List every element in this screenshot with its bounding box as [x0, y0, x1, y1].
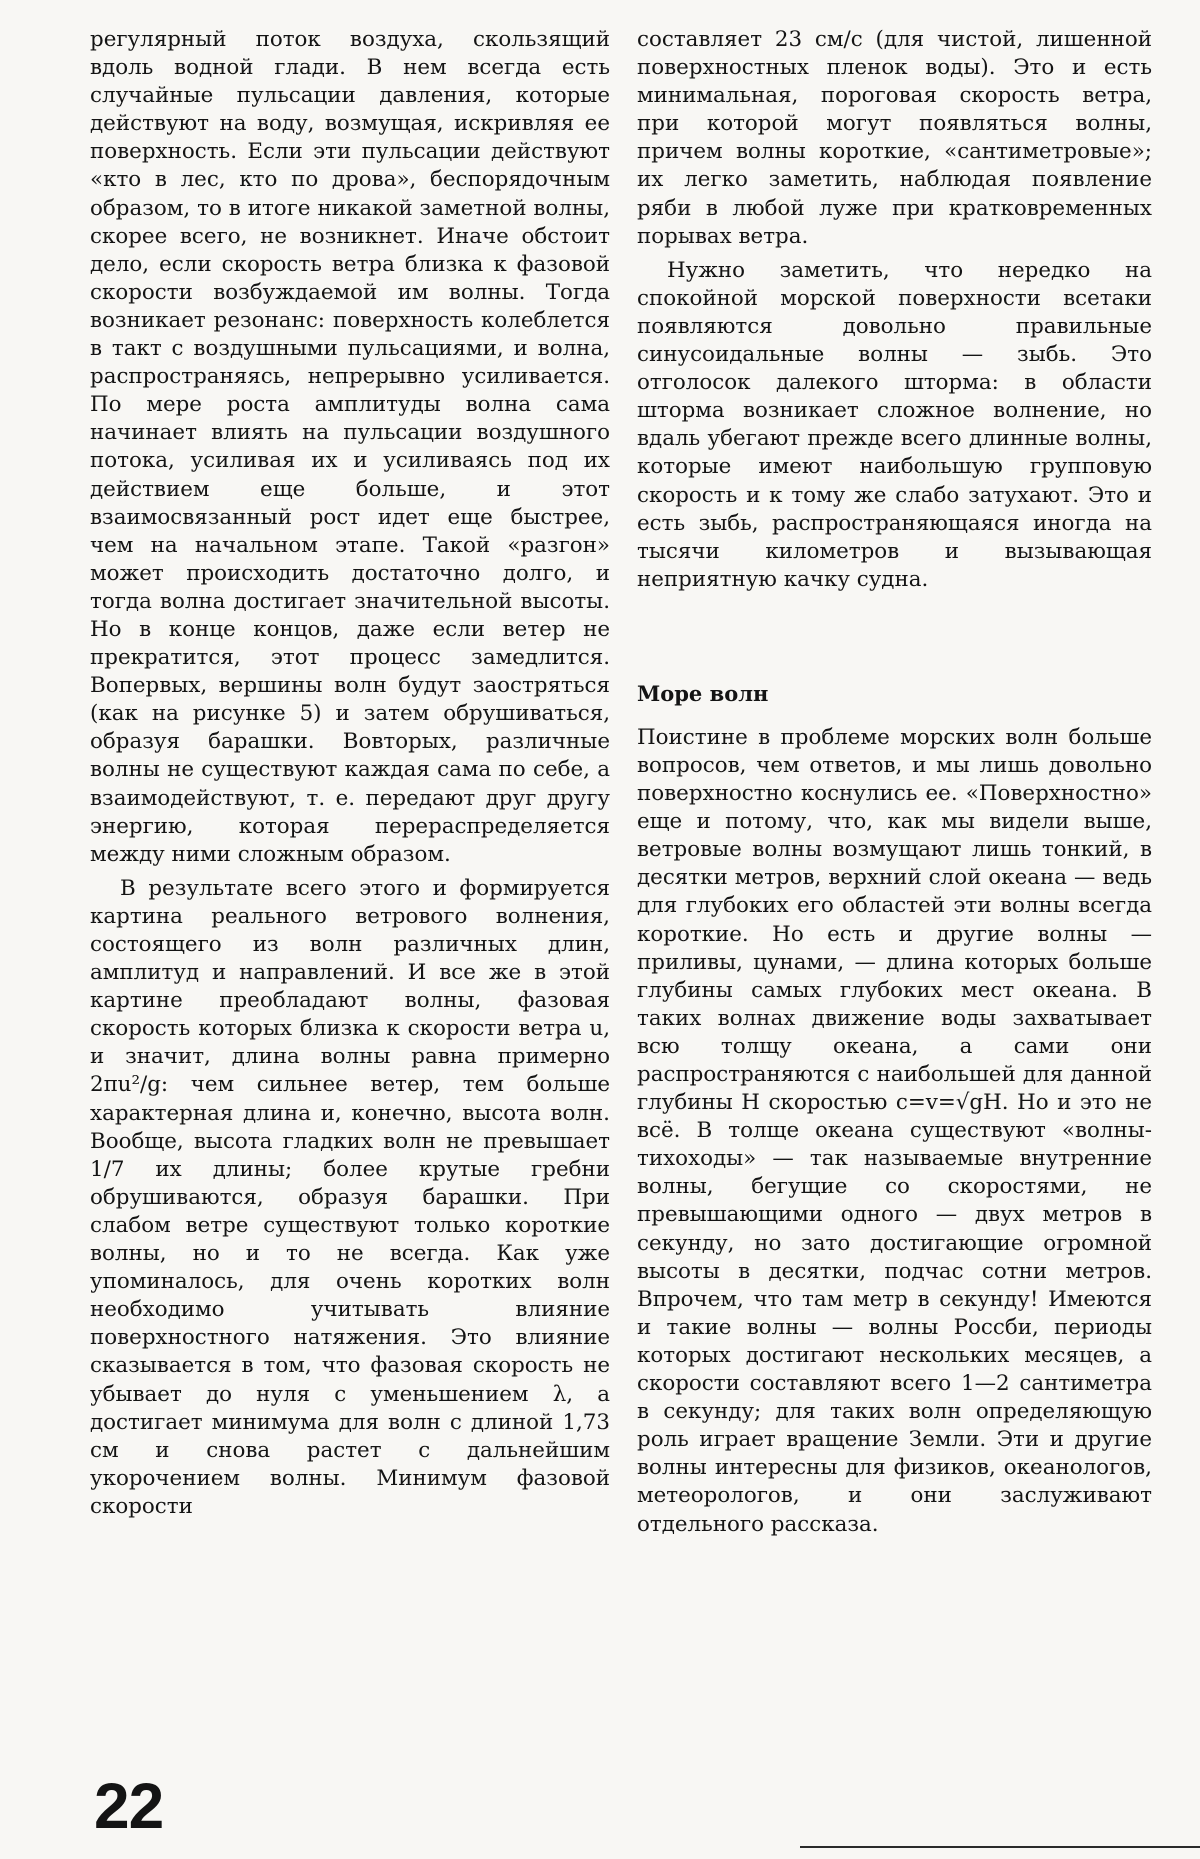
paragraph: Поистине в проблеме морских волн больше вопросов, чем ответов, и мы лишь довольно поверхностно коснулись ее. «Поверхностно» еще и потому, что, как мы видели выше, ветровые волны возмущают лишь тонкий, в десятки метров, верхний слой океана — ведь для глубоких его областей эти волны всегда короткие. Но есть и другие волны — приливы, цунами, — длина которых больше глубины самых глубоких мест океана. В таких волнах движение воды захватывает всю толщу океана, а сами они распространяются с наибольшей для данной глубины H скоростью c=v=√gH. Но и это не всё. В толще океана существуют «волны-тихоходы» — так называемые внутренние волны, бегущие со скоростями, не превышающими одного — двух метров в секунду, но зато достигающие огромной высоты в десятки, подчас сотни метров. Впрочем, что там метр в секунду! Имеются и такие волны — волны Россби, периоды которых достигают нескольких месяцев, а скорости составляют всего 1—2 сантиметра в секунду; для таких волн определяющую роль играет вращение Земли. Эти и другие волны интересны для физиков, океанологов, метеорологов, и они заслуживают отдельного рассказа. — [637, 724, 1152, 1537]
paragraph: составляет 23 см/с (для чистой, лишенной поверхностных пленок воды). Это и есть минимальная, пороговая скорость ветра, при которой могут появляться волны, причем волны короткие, «сантиметровые»; их легко заметить, наблюдая появление ряби в любой луже при кратковременных порывах ветра. — [637, 27, 1152, 249]
page-number: 22 — [94, 1770, 164, 1842]
left-column — [90, 26, 610, 1521]
right-column — [637, 26, 1152, 1539]
section-heading: Море волн — [637, 680, 769, 706]
paragraph: регулярный поток воздуха, скользящий вдоль водной глади. В нем всегда есть случайные пульсации давления, которые действуют на воду, возмущая, искривляя ее поверхность. Если эти пульсации действуют «кто в лес, кто по дрова», беспорядочным образом, то в итоге никакой заметной волны, скорее всего, не возникнет. Иначе обстоит дело, если скорость ветра близка к фазовой скорости возбуждаемой им волны. Тогда возникает резонанс: поверхность колеблется в такт с воздушными пульсациями, и волна, распространяясь, непрерывно усиливается. По мере роста амплитуды волна сама начинает влиять на пульсации воздушного потока, усиливая их и усиливаясь под их действием еще больше, и этот взаимосвязанный рост идет еще быстрее, чем на начальном этапе. Такой «разгон» может происходить достаточно долго, и тогда волна достигает значительной высоты. Но в конце концов, даже если ветер не прекратится, этот процесс замедлится. Вопервых, вершины волн будут заостряться (как на рисунке 5) и затем обрушиваться, образуя барашки. Вовторых, различные волны не существуют каждая сама по себе, а взаимодействуют, т. е. передают друг другу энергию, которая перераспределяется между ними сложным образом. — [90, 27, 610, 867]
spacer — [637, 594, 1152, 680]
bottom-rule — [800, 1846, 1200, 1848]
paragraph: Нужно заметить, что нередко на спокойной морской поверхности всетаки появляются довольно правильные синусоидальные волны — зыбь. Это отголосок далекого шторма: в области шторма возникает сложное волнение, но вдаль убегают прежде всего длинные волны, которые имеют наибольшую групповую скорость и к тому же слабо затухают. Это и есть зыбь, распространяющаяся иногда на тысячи километров и вызывающая неприятную качку судна. — [637, 257, 1152, 592]
spacer — [637, 708, 1152, 724]
paragraph: В результате всего этого и формируется картина реального ветрового волнения, состоящего из волн различных длин, амплитуд и направлений. И все же в этой картине преобладают волны, фазовая скорость которых близка к скорости ветра u, и значит, длина волны равна примерно 2πu²/g: чем сильнее ветер, тем больше характерная длина и, конечно, высота волн. Вообще, высота гладких волн не превышает 1/7 их длины; более крутые гребни обрушиваются, образуя барашки. При слабом ветре существуют только короткие волны, но и то не всегда. Как уже упоминалось, для очень коротких волн необходимо учитывать влияние поверхностного натяжения. Это влияние сказывается в том, что фазовая скорость не убывает до нуля с уменьшением λ, а достигает минимума для волн с длиной 1,73 см и снова растет с дальнейшим укорочением волны. Минимум фазовой скорости — [90, 875, 610, 1519]
